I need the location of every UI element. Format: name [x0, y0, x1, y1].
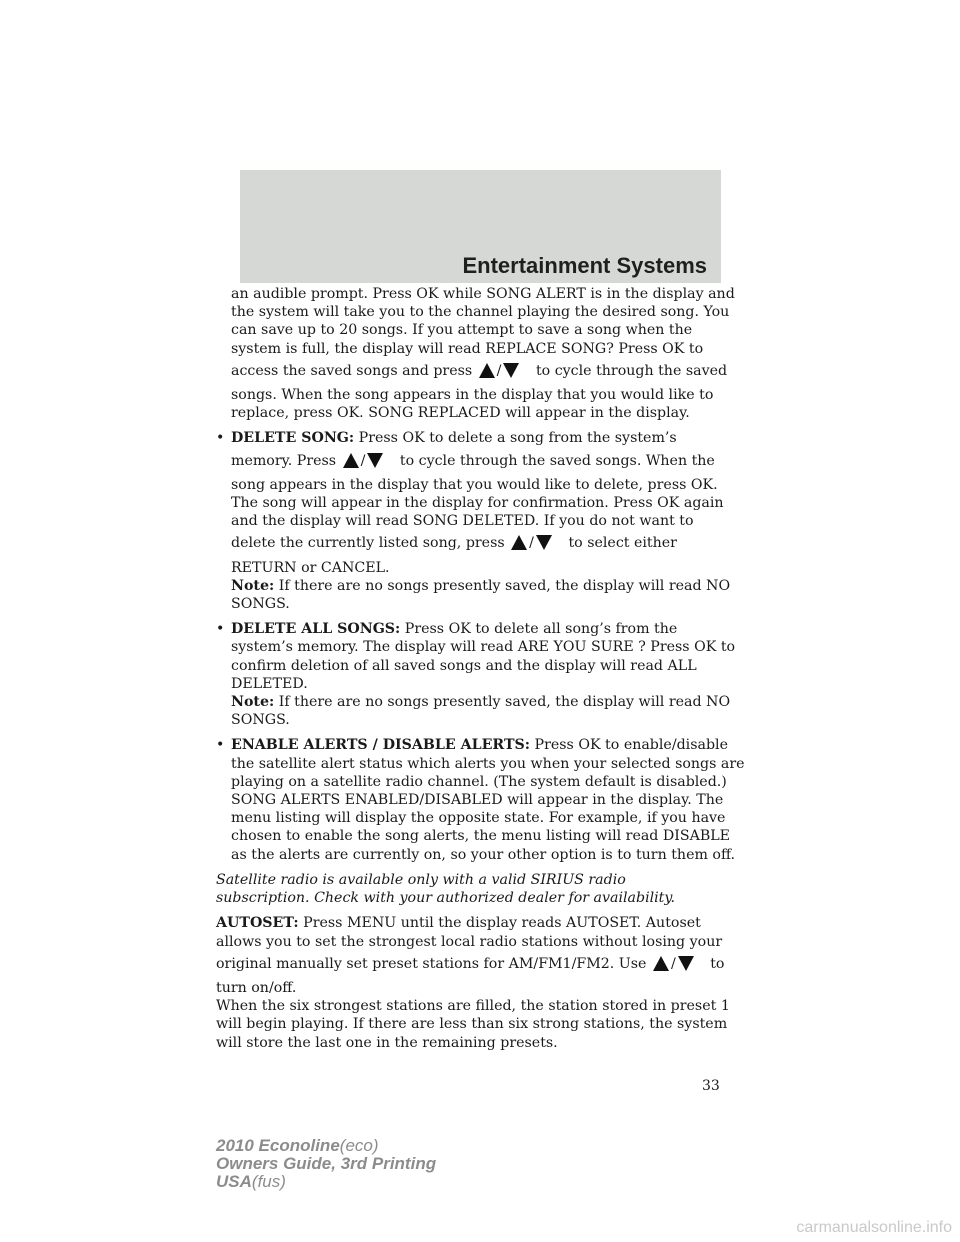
bullet-marker: • [216, 621, 225, 638]
text-line: turn on/off. [216, 979, 297, 996]
text-fragment: If there are no songs presently saved, the display will read NO [274, 577, 731, 594]
text-line: SONGS. [231, 712, 290, 729]
text-line: DELETED. [231, 675, 308, 692]
down-arrow-icon [677, 956, 695, 975]
text-line: subscription. Check with your authorized dealer for availability. [216, 890, 676, 907]
footer-code: (fus) [251, 1172, 286, 1191]
item-label: ENABLE ALERTS / DISABLE ALERTS: [231, 737, 531, 754]
text-line: as the alerts are currently on, so your other option is to turn them off. [231, 846, 736, 863]
bullet-marker: • [216, 737, 225, 754]
text-fragment: to [710, 955, 725, 972]
text-line: chosen to enable the song alerts, the menu listing will read DISABLE [231, 828, 731, 845]
text-line: When the six strongest stations are filled, the station stored in preset 1 [216, 998, 730, 1015]
text-fragment: Press OK to delete a song from the system’s [354, 430, 677, 447]
text-line [231, 620, 726, 638]
up-arrow-icon [342, 453, 360, 472]
footer-region: USA [216, 1172, 252, 1191]
bullet-enable-disable-alerts [216, 736, 745, 863]
down-arrow-icon [366, 453, 384, 472]
text-fragment: delete the currently listed song, press [231, 535, 505, 552]
text-line: will store the last one in the remaining presets. [216, 1034, 558, 1051]
note-label: Note: [231, 577, 275, 594]
text-line: replace, press OK. SONG REPLACED will appear in the display. [231, 405, 690, 422]
footer-line: Owners Guide, 3rd Printing [216, 1154, 437, 1173]
text-fragment: memory. Press [231, 452, 337, 469]
text-line: an audible prompt. Press OK while SONG ALERT is in the display and [231, 286, 735, 302]
bullet-delete-song [216, 429, 731, 613]
text-line: SONG ALERTS ENABLED/DISABLED will appear in the display. The [231, 792, 724, 809]
footer-line [216, 1137, 436, 1155]
item-label: DELETE ALL SONGS: [231, 621, 401, 638]
document-footer [216, 1137, 436, 1191]
text-line [231, 736, 726, 754]
separator: / [529, 535, 534, 552]
text-fragment: to cycle through the saved [535, 362, 728, 379]
text-fragment: to cycle through the saved songs. When the [399, 452, 715, 469]
text-fragment: If there are no songs presently saved, the display will read NO [274, 694, 731, 711]
text-line [231, 534, 726, 554]
up-arrow-icon [652, 956, 670, 975]
text-line: the system will take you to the channel playing the desired song. You [231, 304, 730, 321]
text-line: will begin playing. If there are less than six strong stations, the system [216, 1016, 728, 1033]
up-arrow-icon [478, 363, 496, 382]
section-title: Entertainment Systems [462, 253, 707, 278]
text-line: system’s memory. The display will read ARE YOU SURE ? Press OK to [231, 639, 736, 656]
separator: / [360, 452, 366, 469]
text-line: song appears in the display that you would like to delete, press OK. [231, 476, 718, 493]
satellite-availability-note [216, 871, 726, 907]
page-number: 33 [702, 1078, 720, 1094]
bullet-delete-all-songs [216, 620, 736, 729]
text-line [231, 362, 726, 382]
text-fragment: to select either [568, 535, 677, 552]
intro-paragraph [216, 285, 735, 422]
footer-line [216, 1173, 436, 1191]
text-line: confirm deletion of all saved songs and the display will read ALL [231, 657, 697, 674]
text-line: SONGS. [231, 596, 290, 613]
down-arrow-icon [535, 535, 553, 554]
text-fragment: original manually set preset stations for AM/FM1/FM2. Use [216, 955, 647, 972]
down-arrow-icon [502, 363, 520, 382]
text-line: the satellite alert status which alerts you when your selected songs are [231, 755, 745, 772]
text-line: The song will appear in the display for confirmation. Press OK again [231, 495, 724, 512]
page-body [216, 285, 745, 1052]
text-line: can save up to 20 songs. If you attempt to save a song when the [231, 322, 693, 339]
note-line [231, 693, 731, 711]
autoset-paragraph [216, 914, 730, 1051]
text-fragment: Press OK to delete all song’s from the [400, 621, 678, 638]
text-line: allows you to set the strongest local radio stations without losing your [216, 933, 723, 950]
text-fragment: Press OK to enable/disable [530, 737, 728, 754]
up-arrow-icon [510, 535, 528, 554]
separator: / [670, 955, 676, 972]
text-line [216, 914, 726, 932]
text-line: and the display will read SONG DELETED. If you do not want to [231, 513, 694, 530]
section-header-band [240, 170, 721, 283]
note-label: Note: [231, 694, 275, 711]
text-line: RETURN or CANCEL. [231, 559, 390, 576]
watermark: carmanualsonline.info [796, 1219, 952, 1236]
text-fragment: Press MENU until the display reads AUTOSET. Autoset [298, 915, 701, 932]
item-label: DELETE SONG: [231, 430, 355, 447]
separator: / [496, 362, 502, 379]
footer-code: (eco) [339, 1136, 379, 1155]
text-line: system is full, the display will read REPLACE SONG? Press OK to [231, 340, 704, 357]
text-line: Satellite radio is available only with a valid SIRIUS radio [216, 871, 626, 888]
footer-model: 2010 Econoline [216, 1136, 340, 1155]
note-line [231, 577, 731, 595]
text-fragment: access the saved songs and press [231, 362, 473, 379]
text-line: playing on a satellite radio channel. (The system default is disabled.) [231, 773, 727, 790]
text-line [231, 452, 726, 472]
bullet-marker: • [216, 430, 225, 447]
text-line [216, 955, 726, 975]
text-line: songs. When the song appears in the display that you would like to [231, 387, 714, 404]
item-label: AUTOSET: [216, 915, 299, 932]
text-line [231, 429, 726, 447]
text-line: menu listing will display the opposite state. For example, if you have [231, 810, 726, 827]
